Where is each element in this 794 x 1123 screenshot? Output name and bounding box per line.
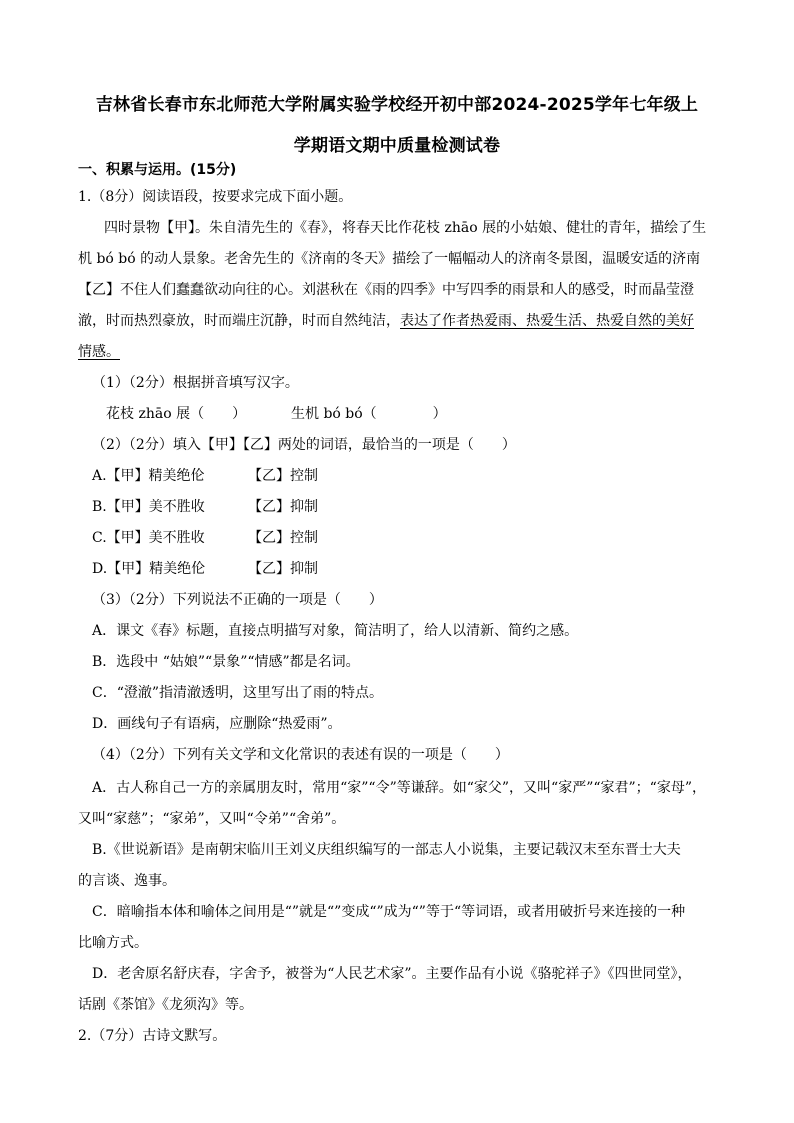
sub3-option-b: B．选段中 “姑娘”“景象”“情感”都是名词。	[92, 654, 360, 670]
passage-line-4	[78, 311, 694, 331]
sub4-option-a-line-2: 又叫“家慈”；“家弟”，又叫“令弟”“舍弟”。	[78, 811, 346, 827]
exam-title-line-1: 吉林省长春市东北师范大学附属实验学校经开初中部2024-2025学年七年级上	[95, 95, 699, 115]
sub4-option-b-line-1: B.《世说新语》是南朝宋临川王刘义庆组织编写的一部志人小说集，主要记载汉末至东晋士大夫	[92, 842, 681, 858]
option-b-yi: 【乙】抑制	[248, 499, 318, 515]
option-a-yi: 【乙】控制	[248, 468, 318, 484]
sub4-option-d-line-1: D．老舍原名舒庆春，字舍予，被誉为“人民艺术家”。主要作品有小说《骆驼祥子》《四世同堂》，	[92, 966, 692, 982]
sub-question-3-stem: （3）（2分）下列说法不正确的一项是（ ）	[92, 592, 383, 608]
underlined-sentence: 表达了作者热爱雨、热爱生活、热爱自然的美好	[400, 313, 694, 329]
sub-question-4-stem: （4）（2分）下列有关文学和文化常识的表述有误的一项是（ ）	[92, 747, 509, 763]
question-1-stem: 1.（8分）阅读语段，按要求完成下面小题。	[78, 189, 353, 205]
sub3-option-d: D．画线句子有语病，应删除“热爱雨”。	[92, 716, 342, 732]
option-d-jia: D.【甲】精美绝伦	[92, 561, 206, 577]
sub4-option-d-line-2: 话剧《茶馆》《龙须沟》等。	[78, 997, 253, 1013]
pinyin-item-b: 生机 bó bó（ ）	[291, 406, 447, 422]
sub4-option-c-line-1: C．暗喻指本体和喻体之间用是“”就是“”变成“”成为“”等于“等词语，或者用破折号来连接的一种	[92, 904, 686, 920]
section-heading: 一、积累与运用。(15分)	[78, 162, 237, 178]
underlined-sentence-end: 情感。	[78, 344, 120, 360]
sub4-option-b-line-2: 的言谈、逸事。	[78, 873, 176, 889]
exam-title-line-2: 学期语文期中质量检测试卷	[293, 136, 501, 156]
option-d-yi: 【乙】抑制	[248, 561, 318, 577]
pinyin-item-a: 花枝 zhāo 展（ ）	[106, 406, 247, 422]
sub3-option-a: A．课文《春》标题，直接点明描写对象，简洁明了，给人以清新、简约之感。	[92, 623, 579, 639]
passage-line-4-text: 澈，时而热烈豪放，时而端庄沉静，时而自然纯洁，	[78, 313, 400, 329]
sub3-option-c: C．“澄澈”指清澈透明，这里写出了雨的特点。	[92, 685, 384, 701]
option-c-yi: 【乙】控制	[248, 530, 318, 546]
passage-line-1: 四时景物【甲】。朱自清先生的《春》，将春天比作花枝 zhāo 展的小姑娘、健壮的青年，描绘了生	[104, 220, 707, 236]
option-c-jia: C.【甲】美不胜收	[92, 530, 205, 546]
option-a-jia: A.【甲】精美绝伦	[92, 468, 205, 484]
sub-question-1-stem: （1）（2分）根据拼音填写汉字。	[92, 375, 299, 391]
passage-line-2: 机 bó bó 的动人景象。老舍先生的《济南的冬天》描绘了一幅幅动人的济南冬景图，温暖安适的济南	[78, 251, 701, 267]
question-2-stem: 2.（7分）古诗文默写。	[78, 1028, 227, 1044]
sub4-option-a-line-1: A．古人称自己一方的亲属朋友时，常用“家”“令”等谦辞。如“家父”，又叫“家严”“家君”；“家母”，	[92, 780, 706, 796]
sub4-option-c-line-2: 比喻方式。	[78, 935, 148, 951]
sub-question-2-stem: （2）（2分）填入【甲】【乙】两处的词语，最恰当的一项是（ ）	[92, 437, 516, 453]
passage-line-3: 【乙】不住人们蠢蠢欲动向往的心。刘湛秋在《雨的四季》中写四季的雨景和人的感受，时而晶莹澄	[78, 282, 694, 298]
option-b-jia: B.【甲】美不胜收	[92, 499, 205, 515]
